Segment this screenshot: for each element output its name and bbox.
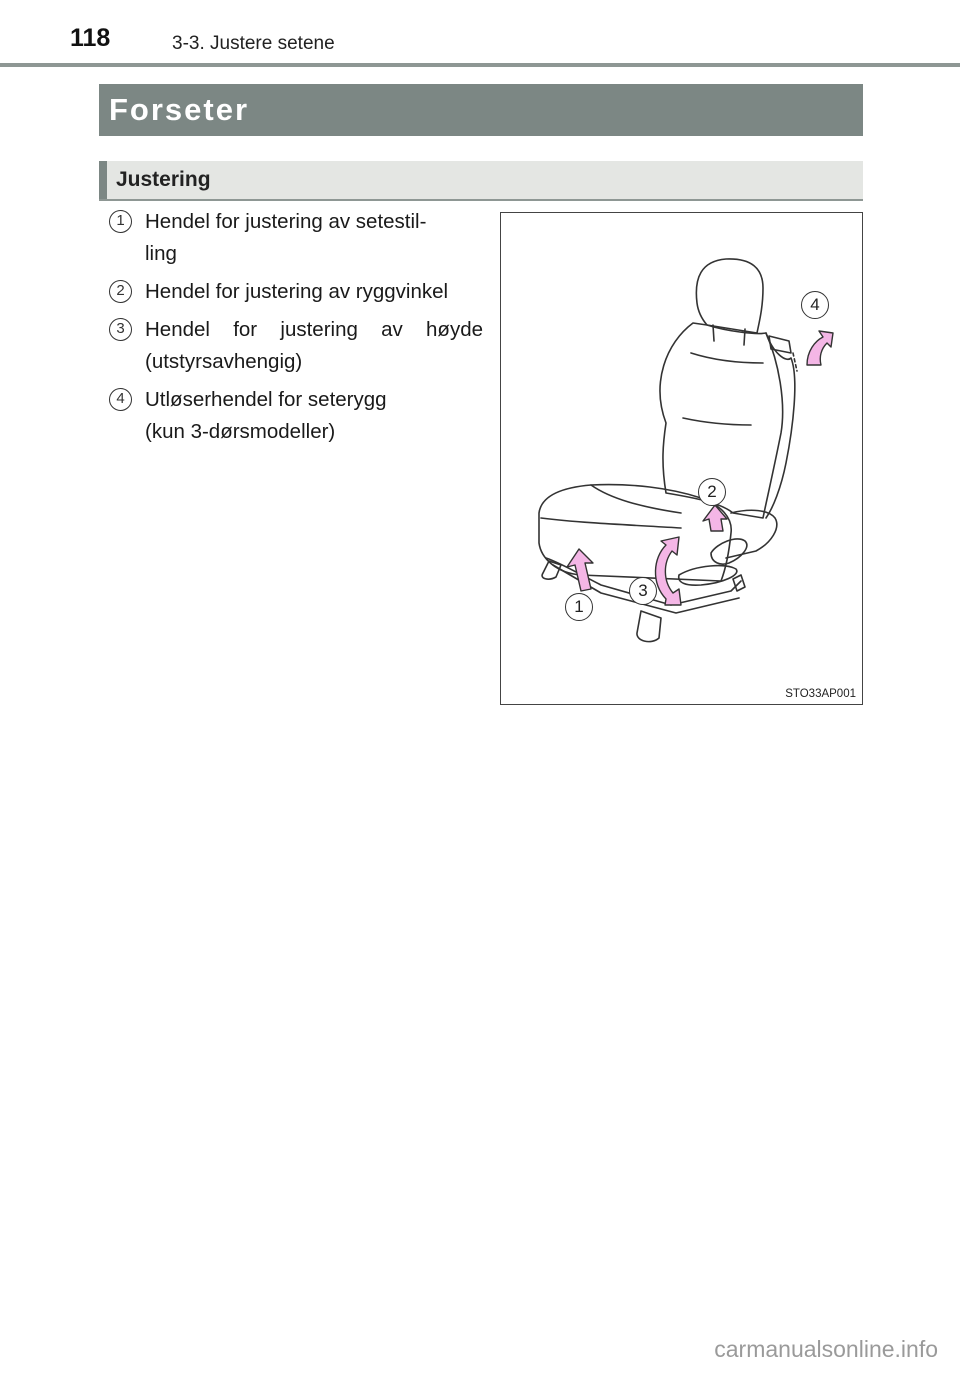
subtitle-accent — [99, 161, 107, 199]
subtitle-bar — [99, 161, 863, 201]
item-number-badge: 3 — [109, 318, 132, 341]
item-text: Hendel for justering av høyde (utstyrsavhengig) — [145, 318, 483, 373]
item-text: Hendel for justering av ryggvinkel — [145, 280, 449, 303]
page-header — [0, 0, 960, 66]
header-rule — [0, 63, 960, 67]
item-text: Utløserhendel for seterygg (kun 3-dørsmodeller) — [145, 388, 387, 443]
seat-illustration — [500, 212, 863, 705]
section-title: 3-3. Justere setene — [172, 33, 335, 54]
item-number-badge: 1 — [109, 210, 132, 233]
title-bar — [99, 84, 863, 136]
list-item — [105, 276, 483, 308]
list-item — [105, 384, 483, 448]
callout-1: 1 — [565, 593, 593, 621]
item-text: Hendel for justering av setestil- ling — [145, 210, 427, 265]
callout-2: 2 — [698, 478, 726, 506]
subtitle: Justering — [116, 168, 211, 191]
list-item — [105, 314, 483, 378]
item-number-badge: 4 — [109, 388, 132, 411]
page-number: 118 — [70, 24, 111, 52]
lever-list — [105, 206, 483, 448]
item-number-badge: 2 — [109, 280, 132, 303]
watermark: carmanualsonline.info — [714, 1336, 938, 1362]
callout-3: 3 — [629, 577, 657, 605]
page-title: Forseter — [109, 92, 250, 127]
list-item — [105, 206, 483, 270]
seat-drawing — [501, 213, 861, 703]
callout-4: 4 — [801, 291, 829, 319]
figure-code: STO33AP001 — [785, 688, 856, 700]
